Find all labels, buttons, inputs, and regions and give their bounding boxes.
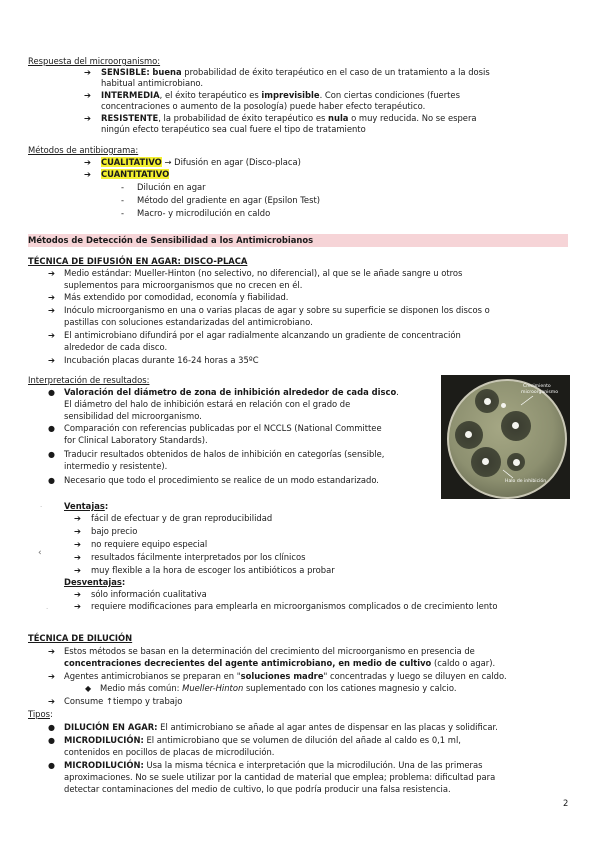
dilucion-line: Estos métodos se basan en la determinación del crecimiento del microorganismo en presencia de [64,646,475,656]
interp-b1: Valoración del diámetro de zona de inhibición alrededor de cada disco. [64,387,399,397]
bullet-dot: ● [48,736,55,745]
difusion-line: alrededor de cada disco. [64,342,168,352]
arrow-icon: ➔ [48,696,56,706]
resp-title: Respuesta del microorganismo: [28,56,161,66]
interp-line: sensibilidad del microorganismo. [64,411,202,421]
margin-mark: · [46,605,49,613]
arrow-icon: ➔ [48,355,56,365]
difusion-title: TÉCNICA DE DIFUSIÓN EN AGAR: DISCO-PLACA [28,256,248,266]
tipos-line: MICRODILUCIÓN: Usa la misma técnica e interpretación que la microdilución. Una de las primeras [64,760,483,770]
difusion-line: Inóculo microorganismo en una o varias placas de agar y sobre su superficie se disponen los discos o [64,305,490,315]
interp-line: for Clinical Laboratory Standards). [64,435,208,445]
resp-intermedia: INTERMEDIA, el éxito terapéutico es imprevisible. Con ciertas condiciones (fuertes [101,90,460,100]
arrow-icon: ➔ [48,646,56,656]
pointer-line [503,470,513,478]
interp-line: Necesario que todo el procedimiento se realice de un modo estandarizado. [64,475,379,485]
arrow-icon: ➔ [74,589,82,599]
arrow-icon: ➔ [84,169,92,179]
difusion-line: suplementos para microorganismos que no crecen en él. [64,280,303,290]
page-number: 2 [563,798,569,808]
arrow-icon: ➔ [74,552,82,562]
tipos-line: MICRODILUCIÓN: El antimicrobiano que se volumen de dilución del añade al caldo es 0,1 ml, [64,735,461,745]
resp-resistente: RESISTENTE, la probabilidad de éxito terapéutico es nula o muy reducida. No se espera [101,113,477,123]
metodos-sub-item: Dilución en agar [137,182,206,192]
metodos-sub-item: Método del gradiente en agar (Epsilon Test) [137,195,320,205]
bullet-dot: ● [48,424,55,433]
ventajas-title: Ventajas: [64,501,109,511]
interp-line: intermedio y resistente). [64,461,168,471]
arrow-icon: ➔ [84,67,92,77]
dilucion-line: Agentes antimicrobianos se preparan en "soluciones madre" concentradas y luego se diluyen en caldo. [64,671,507,681]
metodos-sub-item: Macro- y microdilución en caldo [137,208,271,218]
desventaja-item: requiere modificaciones para emplearla en microorganismos complicados o de crecimiento lento [91,601,498,611]
dilucion-line: concentraciones decrecientes del agente antimicrobiano, en medio de cultivo (caldo o agar). [64,658,496,668]
margin-mark: · [40,503,43,511]
dilucion-title: TÉCNICA DE DILUCIÓN [28,633,133,643]
ventaja-item: bajo precio [91,526,138,536]
bullet-dot: ● [48,761,55,770]
resp-sensible-l2: habitual antimicrobiano. [101,78,204,88]
tipos-line: aproximaciones. No se suele utilizar por la cantidad de material que emplea; problema: dificultad para [64,772,496,782]
petri-dish-image [441,375,570,499]
dash-bullet: - [121,195,125,205]
ventaja-item: muy flexible a la hora de escoger los antibióticos a probar [91,565,335,575]
dilucion-line: Consume ↑tiempo y trabajo [64,696,183,706]
dash-bullet: - [121,208,125,218]
section-header: Métodos de Detección de Sensibilidad a los Antimicrobianos [28,235,314,245]
bullet-dot: ● [48,723,55,732]
tipos-line: contenidos en pocillos de placas de microdilución. [64,747,275,757]
dash-bullet: - [121,182,125,192]
difusion-line: Incubación placas durante 16-24 horas a 35ºC [64,355,259,365]
desventajas-title: Desventajas: [64,577,126,587]
tipos-line: detectar contaminaciones del medio de cultivo, lo que podría producir una falsa resistencia. [64,784,451,794]
desventaja-item: sólo información cualitativa [91,589,207,599]
chevron-left-icon: ‹ [38,548,42,558]
arrow-icon: ➔ [84,157,92,167]
arrow-icon: ➔ [74,601,82,611]
arrow-icon: ➔ [74,539,82,549]
metodos-title: Métodos de antibiograma: [28,145,139,155]
figure-pointer-lines [441,375,570,499]
bullet-dot: ● [48,450,55,459]
tipos-line: DILUCIÓN EN AGAR: El antimicrobiano se añade al agar antes de dispensar en las placas y solidificar. [64,722,498,732]
tipos-title: Tipos: [28,709,53,719]
resp-sensible: SENSIBLE: buena probabilidad de éxito terapéutico en el caso de un tratamiento a la dosis [101,67,490,77]
arrow-icon: ➔ [48,305,56,315]
arrow-icon: ➔ [48,330,56,340]
ventaja-item: no requiere equipo especial [91,539,208,549]
resp-resistente-l2: ningún efecto terapéutico sea cual fuere el tipo de tratamiento [101,124,366,134]
figure-label: microorganismo [521,390,559,395]
difusion-line: Más extendido por comodidad, economía y fiabilidad. [64,292,289,302]
figure-label: Halo de inhibición [505,479,547,484]
bullet-dot: ● [48,476,55,485]
ventaja-item: fácil de efectuar y de gran reproducibilidad [91,513,273,523]
pointer-line [521,396,533,405]
arrow-icon: ➔ [84,113,92,123]
interp-line: El diámetro del halo de inhibición estará en relación con el grado de [64,399,351,409]
figure-label: Crecimiento [523,384,551,389]
arrow-icon: ➔ [74,526,82,536]
difusion-line: pastillas con soluciones estandarizadas del antimicrobiano. [64,317,313,327]
arrow-icon: ➔ [48,268,56,278]
interp-line: Traducir resultados obtenidos de halos de inhibición en categorías (sensible, [64,449,385,459]
ventaja-item: resultados fácilmente interpretados por los clínicos [91,552,306,562]
difusion-line: Medio estándar: Mueller-Hinton (no selectivo, no diferencial), al que se le añade sangre u otros [64,268,463,278]
diamond-bullet-icon: ◆ [85,684,92,693]
arrow-icon: ➔ [74,565,82,575]
interp-title: Interpretación de resultados: [28,375,150,385]
resp-intermedia-l2: concentraciones o aumento de la posología) puede haber efecto terapéutico. [101,101,426,111]
metodos-cualitativo: CUALITATIVO → Difusión en agar (Disco-placa) [101,157,301,167]
difusion-line: El antimicrobiano difundirá por el agar radialmente alcanzando un gradiente de concentración [64,330,461,340]
bullet-dot: ● [48,388,55,397]
arrow-icon: ➔ [84,90,92,100]
arrow-icon: ➔ [48,292,56,302]
metodos-cuantitativo: CUANTITATIVO [101,169,170,179]
interp-line: Comparación con referencias publicadas por el NCCLS (National Committee [64,423,382,433]
arrow-icon: ➔ [74,513,82,523]
arrow-icon: ➔ [48,671,56,681]
dilucion-sub-line: Medio más común: Mueller-Hinton suplementado con los cationes magnesio y calcio. [100,683,457,693]
